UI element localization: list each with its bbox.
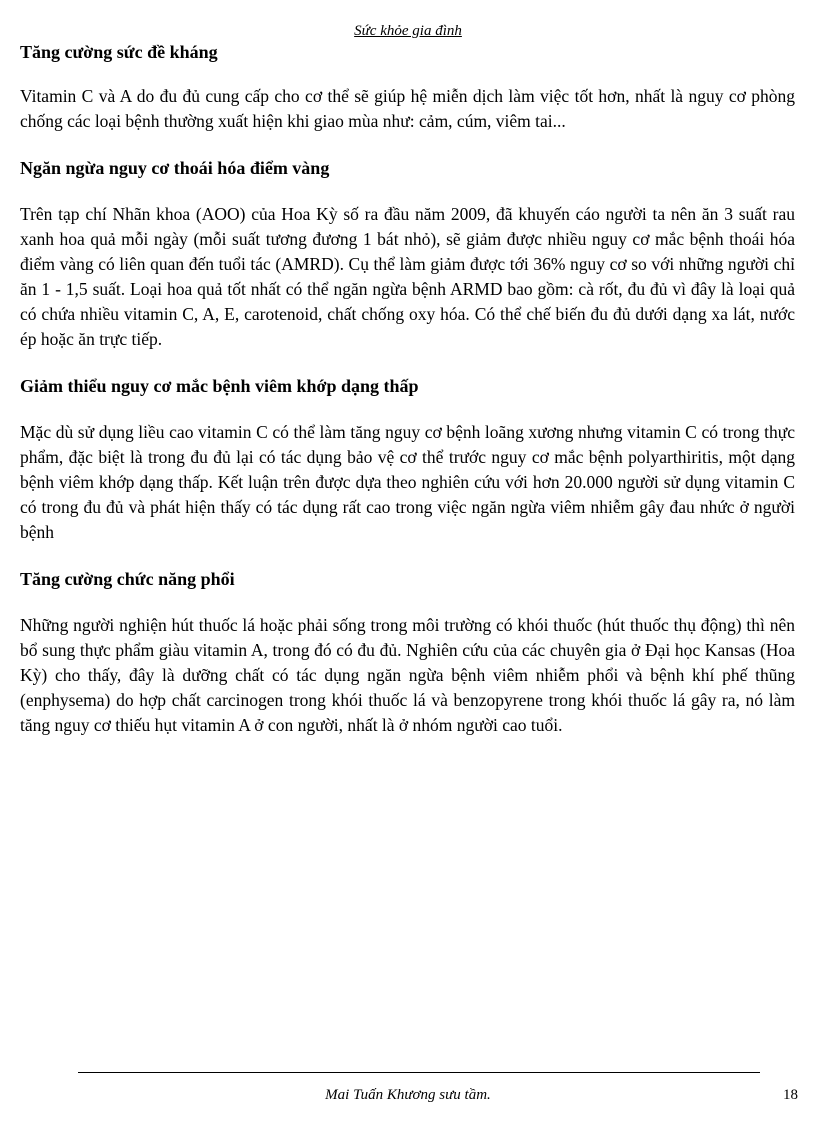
section-heading-arthritis: Giảm thiểu nguy cơ mắc bệnh viêm khớp dạng thấp xyxy=(20,376,419,396)
section-heading-lung-function: Tăng cường chức năng phổi xyxy=(20,569,235,589)
running-header-title: Sức khỏe gia đình xyxy=(354,23,462,39)
section-body-arthritis: Mặc dù sử dụng liều cao vitamin C có thể làm tăng nguy cơ bệnh loãng xương nhưng vitamin C có trong thực phẩm, đặc biệt là trong đu đủ lại có tác dụng bảo vệ cơ thể trước nguy cơ mắc bệnh polyarthiritis, một dạng bệnh viêm khớp dạng thấp. Kết luận trên được dựa theo nghiên cứu với hơn 20.000 người sử dụng vitamin C có trong đu đủ và phát hiện thấy có tác dụng rất cao trong việc ngăn ngừa viêm nhiễm gây đau nhức ở người bệnh xyxy=(20,422,795,542)
section-heading-immunity: Tăng cường sức đề kháng xyxy=(20,42,218,62)
document-content xyxy=(20,40,795,738)
section-body-macular-degeneration: Trên tạp chí Nhãn khoa (AOO) của Hoa Kỳ số ra đầu năm 2009, đã khuyến cáo người ta nên ăn 3 suất rau xanh hoa quả mỗi ngày (mỗi suất tương đương 1 bát nhỏ), sẽ giảm được nhiều nguy cơ mắc bệnh thoái hóa điểm vàng có liên quan đến tuổi tác (AMRD). Cụ thể làm giảm được tới 36% nguy cơ so với những người chỉ ăn 1 - 1,5 suất. Loại hoa quả tốt nhất có thể ngăn ngừa bệnh ARMD bao gồm: cà rốt, đu đủ vì đây là loại quả có chứa nhiều vitamin C, A, E, carotenoid, chất chống oxy hóa. Có thể chế biến đu đủ dưới dạng xa lát, nước ép hoặc ăn trực tiếp. xyxy=(20,204,795,349)
footer-credit: Mai Tuấn Khương sưu tầm. xyxy=(325,1087,491,1103)
footer-divider xyxy=(78,1072,760,1073)
page-number: 18 xyxy=(783,1087,798,1103)
section-body-immunity: Vitamin C và A do đu đủ cung cấp cho cơ thể sẽ giúp hệ miễn dịch làm việc tốt hơn, nhất là nguy cơ phòng chống các loại bệnh thường xuất hiện khi giao mùa như: cảm, cúm, viêm tai... xyxy=(20,86,795,131)
section-heading-macular-degeneration: Ngăn ngừa nguy cơ thoái hóa điểm vàng xyxy=(20,158,330,178)
section-body-lung-function: Những người nghiện hút thuốc lá hoặc phải sống trong môi trường có khói thuốc (hút thuốc thụ động) thì nên bổ sung thực phẩm giàu vitamin A, trong đó có đu đủ. Nghiên cứu của các chuyên gia ở Đại học Kansas (Hoa Kỳ) cho thấy, đây là dưỡng chất có tác dụng ngăn ngừa bệnh viêm nhiễm phổi và bệnh khí phế thũng (enphysema) do hợp chất carcinogen trong khói thuốc lá và benzopyrene trong khói thuốc lá gây ra, nó làm tăng nguy cơ thiếu hụt vitamin A ở con người, nhất là ở nhóm người cao tuổi. xyxy=(20,615,795,735)
